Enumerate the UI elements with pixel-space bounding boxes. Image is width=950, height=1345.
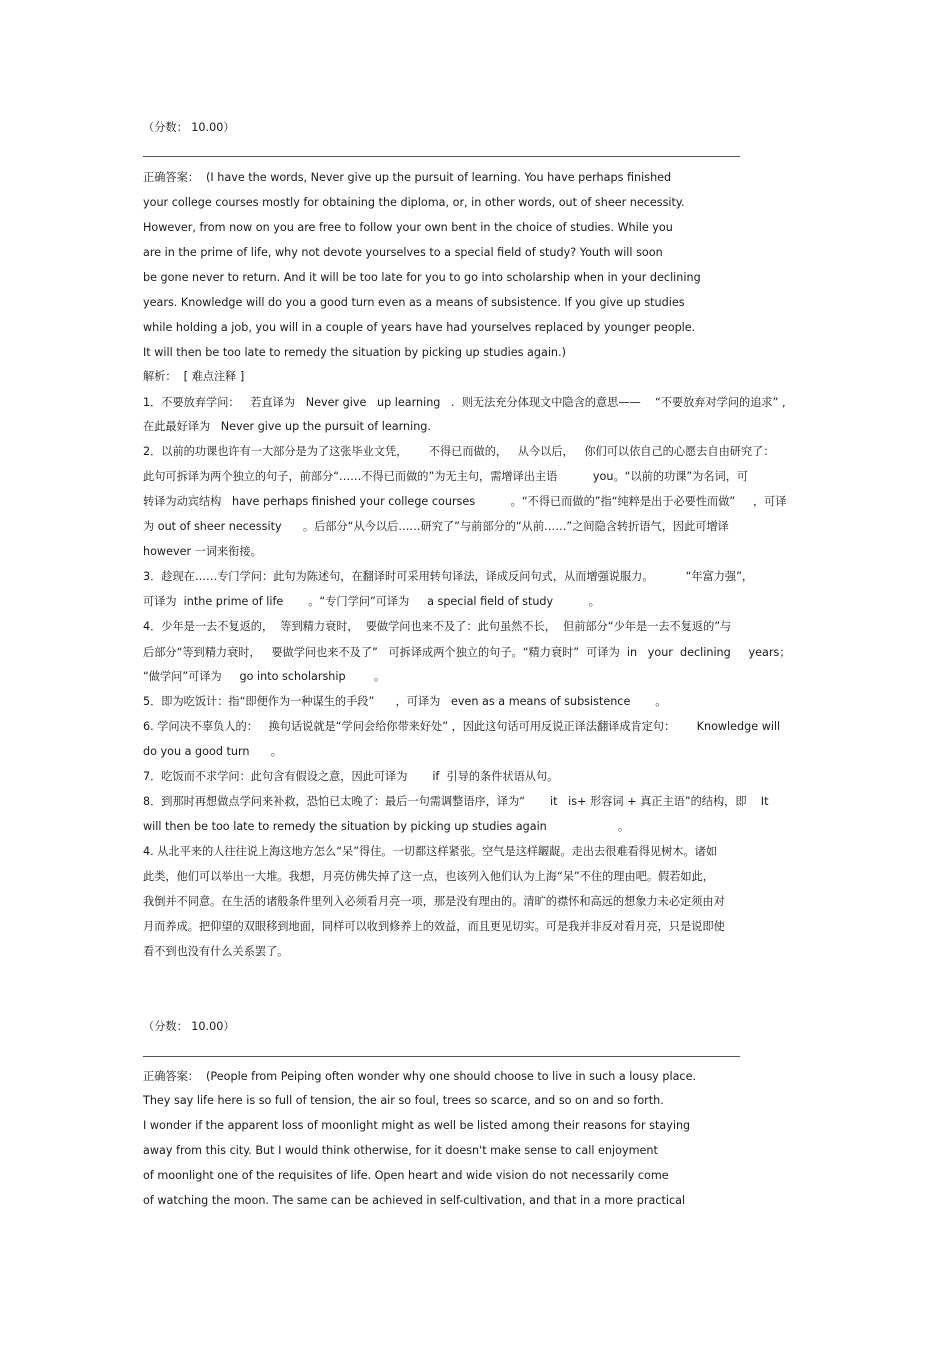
analysis-line: 转译为动宾结构 have perhaps finished your college courses 。“不得已而做的”指“纯粹是出于必要性而做” ，可译 (143, 495, 787, 508)
question-line: 看不到也没有什么关系罢了。 (143, 945, 289, 958)
answer-line: years. Knowledge will do you a good turn even as a means of subsistence. If you give up studies (143, 296, 685, 309)
analysis-line: will then be too late to remedy the situation by picking up studies again 。 (143, 820, 630, 833)
answer-line: be gone never to return. And it will be too late for you to go into scholarship when in your declining (143, 271, 701, 284)
answer-line: However, from now on you are free to follow your own bent in the choice of studies. While you (143, 221, 673, 234)
answer-line: of moonlight one of the requisites of life. Open heart and wide vision do not necessarily come (143, 1169, 669, 1182)
analysis-line: “做学问”可译为 go into scholarship 。 (143, 670, 386, 683)
answer-line: They say life here is so full of tension, the air so foul, trees so scarce, and so on and so forth. (143, 1094, 664, 1107)
analysis-line: 4．少年是一去不复返的， 等到精力衰时， 要做学问也来不及了：此句虽然不长， 但前部分“少年是一去不复返的”与 (143, 620, 732, 633)
analysis-line: 5．即为吃饭计：指“即便作为一种谋生的手段” ，可译为 even as a means of subsistence 。 (143, 695, 667, 708)
divider-line (143, 1056, 740, 1057)
score-label: （分数： 10.00） (143, 121, 235, 134)
analysis-line: 在此最好译为 Never give up the pursuit of learning. (143, 420, 431, 433)
analysis-line: 可译为 inthe prime of life 。“专门学问”可译为 a special field of study 。 (143, 595, 600, 608)
analysis-line: 为 out of sheer necessity 。后部分“从今以后……研究了”与前部分的“从前……”之间隐含转折语气，因此可增译 (143, 520, 729, 533)
analysis-line: 此句可拆译为两个独立的句子，前部分“……不得已而做的”为无主句，需增译出主语 you。“以前的功课”为名词，可 (143, 470, 749, 483)
answer-line: I wonder if the apparent loss of moonlight might as well be listed among their reasons for staying (143, 1119, 691, 1132)
answer-line: 正确答案： (People from Peiping often wonder why one should choose to live in such a lousy place. (143, 1070, 697, 1083)
analysis-line: 7．吃饭而不求学问：此句含有假设之意，因此可译为 if 引导的条件状语从句。 (143, 770, 559, 783)
answer-line: while holding a job, you will in a couple of years have had yourselves replaced by younger people. (143, 321, 696, 334)
analysis-line: 8．到那时再想做点学问来补救，恐怕已太晚了：最后一句需调整语序，译为“ it is+ 形容词 + 真正主语”的结构，即 It (143, 795, 769, 808)
analysis-line: 2．以前的功课也许有一大部分是为了这张毕业文凭， 不得已而做的， 从今以后， 你们可以依自己的心愿去自由研究了： (143, 445, 775, 458)
question-line: 此类，他们可以举出一大堆。我想，月亮仿佛失掉了这一点，也该列入他们认为上海“呆”不住的理由吧。假若如此， (143, 870, 714, 883)
answer-line: of watching the moon. The same can be achieved in self-cultivation, and that in a more practical (143, 1194, 686, 1207)
analysis-line: 1．不要放弃学问： 若直译为 Never give up learning . 则无法充分体现文中隐含的意思—— “不要放弃对学问的追求” , (143, 396, 786, 409)
analysis-line: 3．趁现在……专门学问：此句为陈述句，在翻译时可采用转句译法，译成反问句式，从而增强说服力。 “年富力强”， (143, 570, 754, 583)
question-line: 我倒并不同意。在生活的诸般条件里列入必须看月亮一项，那是没有理由的。清旷的襟怀和高远的想象力未必定须由对 (143, 895, 725, 908)
score-label: （分数： 10.00） (143, 1020, 235, 1033)
answer-line: It will then be too late to remedy the situation by picking up studies again.) (143, 346, 566, 359)
analysis-line: 6. 学问决不辜负人的： 换句话说就是“学问会给你带来好处” ，因此这句话可用反说正译法翻译成肯定句： Knowledge will (143, 720, 781, 733)
answer-line: away from this city. But I would think otherwise, for it doesn't make sense to call enjoyment (143, 1144, 658, 1157)
analysis-line: however 一词来衔接。 (143, 545, 262, 558)
question-line: 4. 从北平来的人往往说上海这地方怎么“呆”得住。一切都这样紧张。空气是这样龌龊。走出去很难看得见树木。诸如 (143, 845, 718, 858)
divider-line (143, 156, 740, 157)
analysis-line: 解析： [ 难点注释 ] (143, 370, 245, 383)
answer-line: your college courses mostly for obtaining the diploma, or, in other words, out of sheer necessity. (143, 196, 685, 209)
analysis-line: do you a good turn 。 (143, 745, 282, 758)
answer-line: 正确答案： (I have the words, Never give up the pursuit of learning. You have perhaps finished (143, 171, 672, 184)
question-line: 月而养成。把仰望的双眼移到地面，同样可以收到修养上的效益，而且更见切实。可是我并非反对看月亮，只是说即使 (143, 920, 725, 933)
answer-line: are in the prime of life, why not devote yourselves to a special field of study? Youth will soon (143, 246, 663, 259)
analysis-line: 后部分“等到精力衰时， 要做学问也来不及了” 可拆译成两个独立的句子。“精力衰时” 可译为 in your declining years； (143, 646, 791, 659)
